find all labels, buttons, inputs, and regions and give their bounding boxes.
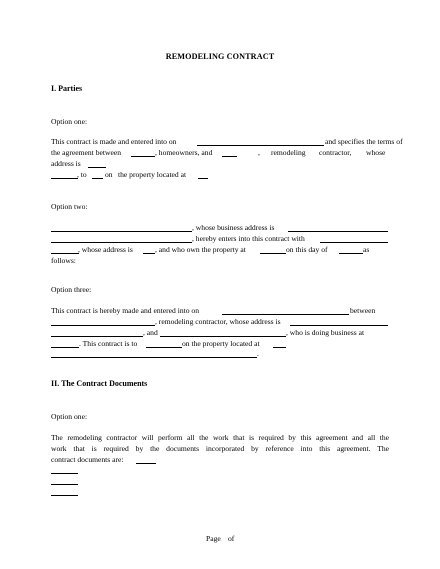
blank-documents-field[interactable] [136,463,156,464]
option-three-text-3b: , who is doing business at [286,328,365,337]
blank-business-name-field[interactable] [51,242,192,243]
blank-doing-business-field[interactable] [160,336,286,337]
option-three-text-5: . [257,349,259,358]
option-one-text-4b: on [105,170,113,179]
section2-option-one-label: Option one: [51,412,88,421]
option-two-text-3c: on this day of [286,245,328,254]
option-three-text-3a: , and [143,328,158,337]
option-three-text-1a: This contract is hereby made and entered into on [51,306,200,315]
blank-contract-with-field[interactable] [320,242,388,243]
footer-of-label: of [228,534,235,543]
option-one-text-1a: This contract is made and entered into on [51,137,177,146]
option-three-text-4a: . This contract is to [79,339,138,348]
option-two-text-3b: , and who own the property at [155,245,246,254]
option-one-text-2f: whose [366,148,386,157]
blank-business-address-field[interactable] [288,231,388,232]
blank-remodeler-address-field[interactable] [290,325,388,326]
blank-document-item-2[interactable] [51,484,78,485]
footer-page-label: Page [206,534,221,543]
blank-contractor-name-field[interactable] [51,231,192,232]
blank-document-item-1[interactable] [51,473,78,474]
option-one-text-1b: and specifies the terms of [325,137,403,146]
section2-para-line-1: The remodeling contractor will perform all the work that is required by this agreement and all the [51,433,389,442]
blank-document-item-3[interactable] [51,495,78,496]
blank-owner-property-field[interactable] [260,253,286,254]
blank-homeowner-field[interactable] [131,156,155,157]
option-two-text-1: , whose business address is [192,223,275,232]
blank-to-field[interactable] [51,178,78,179]
blank-owner-address-field[interactable] [143,253,155,254]
option-two-label: Option two: [51,202,88,211]
option-one-text-2d: remodeling [271,148,306,157]
blank-located-at-field[interactable] [273,347,286,348]
option-three-text-1b: between [350,306,376,315]
option-one-text-2e: contractor, [319,148,352,157]
option-two-text-3d: as [363,245,370,254]
section-heading-parties: I. Parties [51,84,83,93]
option-one-text-3: address is [51,159,81,168]
option-three-text-2: , remodeling contractor, whose address is [155,317,281,326]
blank-remodeler-field[interactable] [51,325,155,326]
option-two-text-2: , hereby enters into this contract with [192,234,305,243]
option-one-text-2a: the agreement between [51,148,121,157]
option-one-text-4c: the property located at [118,170,187,179]
blank-address-field[interactable] [88,167,106,168]
option-one-text-2b: , homeowners, and [155,148,213,157]
blank-property-three-field[interactable] [51,357,257,358]
section2-para-line-2: work that is required by the documents incorporated by reference into this agreement. The [51,444,389,453]
blank-and-three-field[interactable] [51,336,143,337]
option-three-label: Option three: [51,285,92,294]
option-one-text-4a: , to [77,170,87,179]
blank-contract-to-field[interactable] [146,347,182,348]
section-heading-contract-documents: II. The Contract Documents [51,379,148,388]
option-one-text-2c: , [258,148,260,157]
blank-date-field[interactable] [197,145,324,146]
blank-date-three-field[interactable] [222,314,349,315]
section2-para-line-3: contract documents are: [51,455,124,464]
option-one-line-2 [51,148,121,159]
blank-and-field[interactable] [222,156,237,157]
page-title: REMODELING CONTRACT [165,52,275,61]
option-one-line-3 [51,159,81,170]
option-three-text-4b: on the property located at [182,339,260,348]
option-two-text-3a: , whose address is [78,245,133,254]
option-one-label: Option one: [51,117,88,126]
option-one-line-1 [51,137,176,148]
blank-business-at-field[interactable] [51,347,79,348]
blank-property-field[interactable] [198,178,208,179]
blank-on-field[interactable] [92,178,103,179]
option-two-text-4: follows: [51,256,76,265]
blank-day-field[interactable] [339,253,363,254]
blank-owner-field[interactable] [51,253,79,254]
